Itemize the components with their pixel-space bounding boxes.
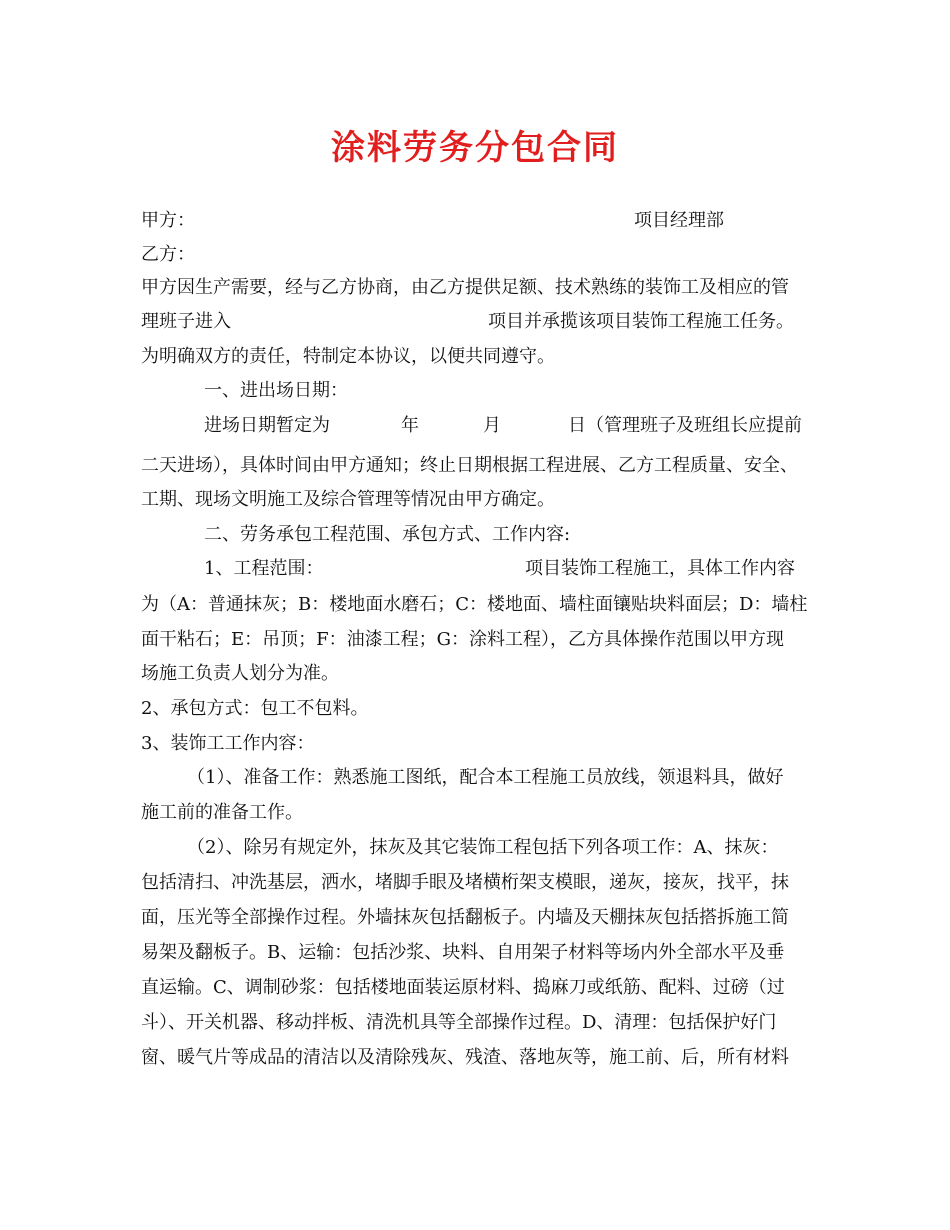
plaster-work-line-1: （2）、除另有规定外，抹灰及其它装饰工程包括下列各项工作：A、抹灰：: [187, 837, 779, 858]
scope-line-2: 为（A：普通抹灰；B：楼地面水磨石；C：楼地面、墙柱面镶贴块料面层；D：墙柱: [141, 594, 808, 615]
plaster-work-line-2: 包括清扫、冲洗基层，洒水，堵脚手眼及堵横桁架支模眼，递灰，接灰，找平，抹: [141, 872, 789, 893]
intro-line-2b: 项目并承揽该项目装饰工程施工任务。: [488, 311, 794, 332]
month-label: 月: [483, 415, 501, 436]
prep-work-line-1: （1）、准备工作：熟悉施工图纸，配合本工程施工员放线，领退料具，做好: [187, 767, 784, 788]
work-content-heading: 3、装饰工工作内容：: [141, 733, 315, 754]
intro-line-3: 为明确双方的责任，特制定本协议，以便共同遵守。: [141, 346, 555, 367]
document-title: 涂料劳务分包合同: [331, 128, 619, 168]
section-1-heading: 一、进出场日期：: [204, 380, 348, 401]
party-a-org: 项目经理部: [634, 210, 724, 231]
contract-mode: 2、承包方式：包工不包料。: [141, 698, 369, 719]
plaster-work-line-3: 面，压光等全部操作过程。外墙抹灰包括翻板子。内墙及天棚抹灰包括搭拆施工简: [141, 907, 789, 928]
party-a-line: [141, 206, 821, 236]
entry-date-label: 进场日期暂定为: [204, 415, 330, 436]
plaster-work-line-7: 窗、暖气片等成品的清洁以及清除残灰、残渣、落地灰等，施工前、后，所有材料: [141, 1047, 789, 1068]
plaster-work-line-4: 易架及翻板子。B、运输：包括沙浆、块料、自用架子材料等场内外全部水平及垂: [141, 942, 785, 963]
scope-label: 1、工程范围：: [204, 558, 324, 579]
prep-work-line-2: 施工前的准备工作。: [141, 802, 303, 823]
section-1-line-3: 工期、现场文明施工及综合管理等情况由甲方确定。: [141, 489, 555, 510]
scope-text: 项目装饰工程施工，具体工作内容: [525, 558, 795, 579]
intro-line-1: 甲方因生产需要，经与乙方协商，由乙方提供足额、技术熟练的装饰工及相应的管: [141, 277, 789, 298]
section-2-heading: 二、劳务承包工程范围、承包方式、工作内容:: [204, 524, 571, 545]
plaster-work-line-6: 斗）、开关机器、移动拌板、清洗机具等全部操作过程。D、清理：包括保护好门: [141, 1012, 777, 1033]
party-b-line: 乙方：: [141, 244, 195, 265]
year-label: 年: [401, 415, 419, 436]
section-1-line-2: 二天进场），具体时间由甲方通知；终止日期根据工程进展、乙方工程质量、安全、: [141, 455, 798, 476]
intro-line-2: [141, 307, 821, 337]
intro-line-2a: 理班子进入: [141, 311, 231, 332]
party-a-label: 甲方：: [141, 210, 195, 231]
scope-line-4: 场施工负责人划分为准。: [141, 663, 339, 684]
plaster-work-line-5: 直运输。C、调制砂浆：包括楼地面装运原材料、捣麻刀或纸筋、配料、过磅（过: [141, 977, 785, 998]
scope-line-3: 面干粘石；E：吊顶；F：油漆工程；G：涂料工程），乙方具体操作范围以甲方现: [141, 629, 785, 650]
day-note: 日（管理班子及班组长应提前: [568, 415, 802, 436]
